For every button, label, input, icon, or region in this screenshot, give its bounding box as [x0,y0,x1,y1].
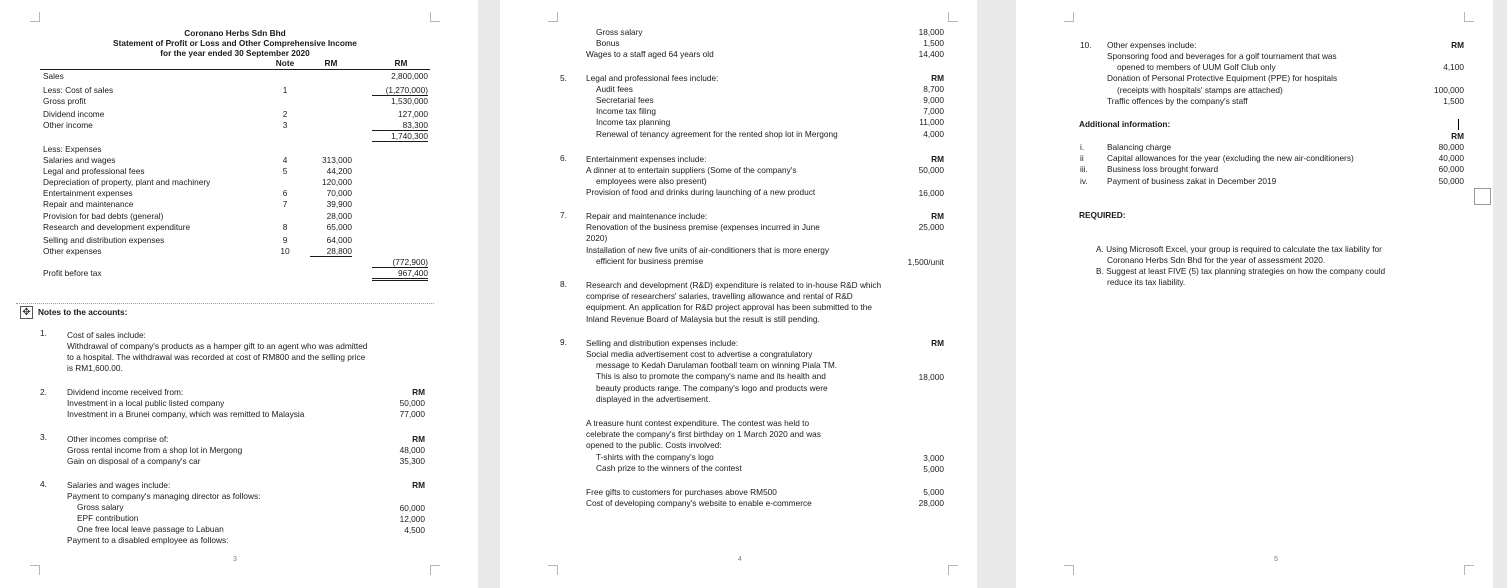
note-value: 1,500/unit [907,257,944,267]
note-text: Other incomes comprise of: [67,434,169,444]
note-number: 7. [560,210,567,220]
note-value: 7,000 [923,106,944,116]
row-note: 2 [282,109,288,119]
note-text: equipment. An application for R&D project approval has been submitted to the [586,302,872,312]
note-text: employees were also present) [596,176,707,186]
col-note: Note [275,58,295,68]
note-text: Dividend income received from: [67,387,184,397]
note-value: 9,000 [923,95,944,105]
additional-rm: RM [1451,131,1464,141]
expense-label: Depreciation of property, plant and machinery [43,177,211,187]
note-text: Income tax planning [596,117,671,127]
expense-value: 64,000 [326,235,352,245]
expense-note: 10 [280,246,290,256]
note-value: 77,000 [399,409,425,419]
expense-value: 120,000 [322,177,352,187]
expense-value: 65,000 [326,222,352,232]
note-value: 3,000 [923,453,944,463]
total-expenses: (772,900) [392,257,428,267]
add-number: iv. [1080,176,1088,186]
note-text: Secretarial fees [596,95,654,105]
note-text: EPF contribution [77,513,139,523]
note-number: 8. [560,279,567,289]
col-rm-1: RM [324,58,338,68]
add-label: Payment of business zakat in December 2019 [1107,176,1277,186]
required-b: reduce its tax liability. [1107,277,1186,287]
note-rm: RM [931,211,944,221]
add-label: Business loss brought forward [1107,164,1219,174]
note-value: 4,500 [404,525,425,535]
expense-label: Salaries and wages [43,155,116,165]
note-text: 2020) [586,233,608,243]
note-text: Renovation of the business premise (expenses incurred in June [586,222,820,232]
col-rm-2: RM [394,58,408,68]
item-value: 1,500 [923,38,944,48]
add-value: 80,000 [1438,142,1464,152]
row-value: 127,000 [398,109,428,119]
note-text: (receipts with hospitals' stamps are attached) [1117,85,1283,95]
item-value: 14,400 [918,49,944,59]
row-value: 2,800,000 [391,71,428,81]
note-value: 8,700 [923,84,944,94]
required-a: Coronano Herbs Sdn Bhd for the year of assessment 2020. [1107,255,1326,265]
note-text: Payment to a disabled employee as follows: [67,535,229,545]
note-text: Gross rental income from a shop lot in Mergong [67,445,243,455]
note-value: 35,300 [399,456,425,466]
row-note: 1 [282,85,288,95]
note-number: 4. [40,479,47,489]
note-text: T-shirts with the company's logo [596,452,714,462]
add-label: Capital allowances for the year (excluding the new air-conditioners) [1107,153,1354,163]
note-value: 100,000 [1434,85,1464,95]
expense-value: 44,200 [326,166,352,176]
note-text: Free gifts to customers for purchases above RM500 [586,487,777,497]
statement-period: for the year ended 30 September 2020 [160,48,310,58]
header-rule [40,69,430,70]
note-number: 5. [560,73,567,83]
note-text: One free local leave passage to Labuan [77,524,224,534]
row-label: Sales [43,71,64,81]
expense-label: Research and development expenditure [43,222,191,232]
note-rm: RM [931,338,944,348]
note-value: 12,000 [399,514,425,524]
note-text: Audit fees [596,84,633,94]
note-text: displayed in the advertisement. [596,394,711,404]
note-value: 16,000 [918,188,944,198]
note-text: Payment to company's managing director as follows: [67,491,261,501]
note-value: 5,000 [923,464,944,474]
note-text: opened to the public. Costs involved: [586,440,722,450]
note-value: 48,000 [399,445,425,455]
page-number: 4 [738,556,742,563]
note-text: A dinner at to entertain suppliers (Some of the company's [586,165,797,175]
row-label: Less: Cost of sales [43,85,114,95]
note-value: 60,000 [399,503,425,513]
note-text: Inland Revenue Board of Malaysia but the result is still pending. [586,314,820,324]
note-text: Donation of Personal Protective Equipment (PPE) for hospitals [1107,73,1338,83]
note-value: 50,000 [918,165,944,175]
note-rm: RM [931,154,944,164]
expense-label: Repair and maintenance [43,199,134,209]
expense-value: 39,900 [326,199,352,209]
required-title: REQUIRED: [1079,210,1126,220]
page-number: 5 [1274,556,1278,563]
note-text: Social media advertisement cost to advertise a congratulatory [586,349,813,359]
row-value: 1,740,300 [391,131,428,141]
page-5 [1016,0,1493,588]
note-text: efficient for business premise [596,256,704,266]
add-value: 40,000 [1438,153,1464,163]
note-value: 5,000 [923,487,944,497]
note-text: This is also to promote the company's name and its health and [596,371,826,381]
row-note: 3 [282,120,288,130]
expense-value: 70,000 [326,188,352,198]
note-text: Installation of new five units of air-conditioners that is more energy [586,245,830,255]
page-number: 3 [233,556,237,563]
note-text: Gross salary [77,502,124,512]
additional-info-title: Additional information: [1079,119,1171,129]
note-rm: RM [1451,40,1464,50]
expense-value: 313,000 [322,155,352,165]
note-value: 50,000 [399,398,425,408]
note-text: Salaries and wages include: [67,480,171,490]
expense-note: 5 [282,166,288,176]
page-4 [500,0,977,588]
row-label: Other income [43,120,93,130]
expense-label: Legal and professional fees [43,166,145,176]
note-number: 9. [560,337,567,347]
row-value: (1,270,000) [385,85,428,95]
section-rule [16,303,434,304]
note-number: 1. [40,328,47,338]
note-value: 4,000 [923,129,944,139]
add-label: Balancing charge [1107,142,1172,152]
note-number: 2. [40,387,47,397]
note-text: Gain on disposal of a company's car [67,456,201,466]
notes-title: Notes to the accounts: [38,307,128,317]
note-text: Legal and professional fees include: [586,73,719,83]
note-text: Cost of developing company's website to enable e-commerce [586,498,812,508]
note-text: Provision of food and drinks during launching of a new product [586,187,816,197]
note-text: A treasure hunt contest expenditure. The contest was held to [586,418,810,428]
add-number: iii. [1080,164,1088,174]
item-label: Gross salary [596,27,643,37]
note-rm: RM [412,434,425,444]
statement-title: Statement of Profit or Loss and Other Comprehensive Income [113,38,357,48]
note-value: 18,000 [918,372,944,382]
note-text: Cost of sales include: [67,330,146,340]
note-text: is RM1,600.00. [67,363,123,373]
note-text: beauty products range. The company's logo and products were [596,383,828,393]
expense-note: 9 [282,235,288,245]
expense-value: 28,800 [326,246,352,256]
note-text: Sponsoring food and beverages for a golf tournament that was [1107,51,1337,61]
required-b: B. Suggest at least FIVE (5) tax planning strategies on how the company could [1096,266,1386,276]
expense-note: 7 [282,199,288,209]
item-label: Bonus [596,38,620,48]
note-text: Entertainment expenses include: [586,154,707,164]
note-number: 3. [40,432,47,442]
add-number: ii [1080,153,1084,163]
add-number: i. [1080,142,1085,152]
company-name: Coronano Herbs Sdn Bhd [184,28,286,38]
note-value: 28,000 [918,498,944,508]
row-label: Gross profit [43,96,86,106]
note-rm: RM [412,480,425,490]
expense-note: 8 [282,222,288,232]
row-value: 1,530,000 [391,96,428,106]
note-text: Cash prize to the winners of the contest [596,463,742,473]
required-a: A. Using Microsoft Excel, your group is required to calculate the tax liability for [1096,244,1382,254]
page-3 [0,0,478,588]
note-text: to a hospital. The withdrawal was recorded at cost of RM800 and the selling price [67,352,366,362]
note-text: comprise of researchers' salaries, travelling allowance and rental of R&D [586,291,853,301]
note-text: Other expenses include: [1107,40,1197,50]
text-cursor [1458,119,1459,130]
expense-value: 28,000 [326,211,352,221]
note-rm: RM [412,387,425,397]
note-rm: RM [931,73,944,83]
note-value: 25,000 [918,222,944,232]
add-value: 50,000 [1438,176,1464,186]
resize-handle[interactable] [1474,188,1491,205]
row-label: Dividend income [43,109,105,119]
row-value: 83,300 [402,120,428,130]
expense-label: Other expenses [43,246,102,256]
note-value: 11,000 [919,117,944,127]
expense-note: 6 [282,188,288,198]
note-text: Investment in a local public listed company [67,398,225,408]
item-label: Wages to a staff aged 64 years old [586,49,714,59]
note-text: Selling and distribution expenses include: [586,338,739,348]
expense-label: Selling and distribution expenses [43,235,165,245]
pbt-value: 967,400 [398,268,428,278]
expense-label: Entertainment expenses [43,188,133,198]
note-value: 4,100 [1443,62,1464,72]
pbt-label: Profit before tax [43,268,102,278]
expense-label: Provision for bad debts (general) [43,211,164,221]
expense-label: Less: Expenses [43,144,102,154]
add-value: 60,000 [1438,164,1464,174]
note-text: Withdrawal of company's products as a hamper gift to an agent who was admitted [67,341,368,351]
note-text: opened to members of UUM Golf Club only [1117,62,1276,72]
note-text: message to Kedah Darulaman football team on winning Piala TM. [596,360,838,370]
item-value: 18,000 [918,27,944,37]
note-text: celebrate the company's first birthday on 1 March 2020 and was [586,429,821,439]
note-text: Investment in a Brunei company, which was remitted to Malaysia [67,409,305,419]
note-text: Renewal of tenancy agreement for the rented shop lot in Mergong [596,129,838,139]
note-text: Repair and maintenance include: [586,211,708,221]
note-text: Traffic offences by the company's staff [1107,96,1248,106]
expense-note: 4 [282,155,288,165]
note-value: 1,500 [1443,96,1464,106]
note-text: Income tax filing [596,106,656,116]
note-text: Research and development (R&D) expenditure is related to in-house R&D which [586,280,882,290]
note-number: 6. [560,153,567,163]
note-number: 10. [1080,40,1092,50]
move-handle-icon[interactable]: ✥ [20,306,33,319]
